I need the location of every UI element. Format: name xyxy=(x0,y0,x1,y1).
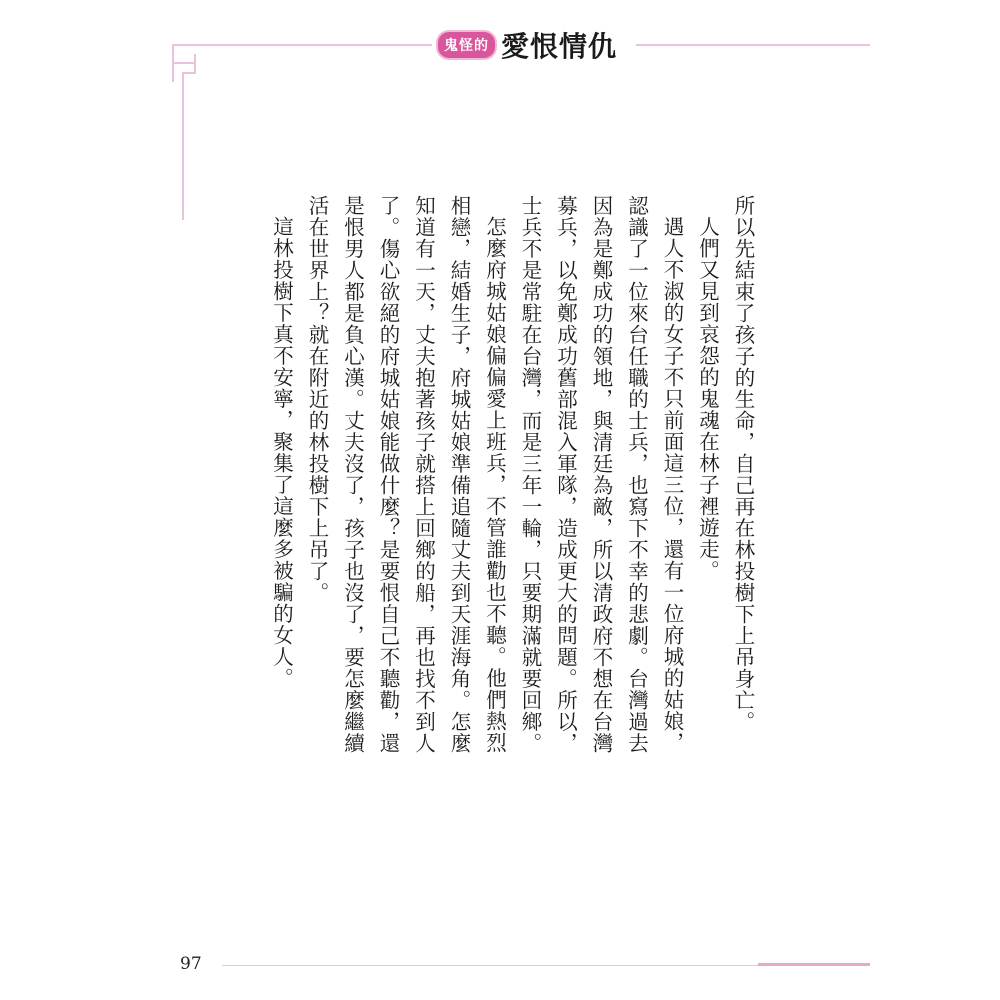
header-title-big: 愛恨情仇 xyxy=(501,30,618,63)
header-title xyxy=(438,24,617,66)
page-number: 97 xyxy=(180,954,202,974)
corner-ornament-v2 xyxy=(194,54,196,72)
body-text xyxy=(250,195,760,755)
corner-ornament-v1 xyxy=(172,44,174,62)
paragraph-2: 人們又見到哀怨的鬼魂在林子裡遊走。 xyxy=(695,215,720,581)
corner-ornament-h3 xyxy=(182,72,196,74)
header-line-right xyxy=(636,44,870,46)
side-rule-line-outer xyxy=(172,62,174,82)
paragraph-4: 怎麼府城姑娘偏偏愛上班兵，不管誰勸也不聽。他們熱烈相戀，結婚生子，府城姑娘準備追隨丈夫到天涯海角。怎麼知道有一天，丈夫抱著孩子就搭上回鄉的船，再也找不到人了。傷心欲絕的府城姑娘能做什麼？是要恨自己不聽勸，還是恨男人都是負心漢。丈夫沒了，孩子也沒了，要怎麼繼續活在世界上？就在附近的林投樹下上吊了。 xyxy=(305,195,507,754)
header-title-small: 鬼怪的 xyxy=(438,32,495,58)
corner-ornament-h2 xyxy=(172,62,196,64)
corner-ornament-h1 xyxy=(172,44,186,46)
paragraph-1: 所以先結束了孩子的生命，自己再在林投樹下上吊身亡。 xyxy=(731,195,755,733)
paragraph-5: 這林投樹下真不安寧，聚集了這麼多被騙的女人。 xyxy=(269,215,294,689)
side-rule-line xyxy=(182,72,184,220)
footer-line-accent xyxy=(758,963,870,966)
header-line-left xyxy=(182,44,432,46)
paragraph-3: 遇人不淑的女子不只前面這三位，還有一位府城的姑娘，認識了一位來台任職的士兵，也寫下不幸的悲劇。台灣過去因為是鄭成功的領地，與清廷為敵，所以清政府不想在台灣募兵，以免鄭成功舊部混入軍隊，造成更大的問題。所以，士兵不是常駐在台灣，而是三年一輪，只要期滿就要回鄉。 xyxy=(518,195,684,754)
